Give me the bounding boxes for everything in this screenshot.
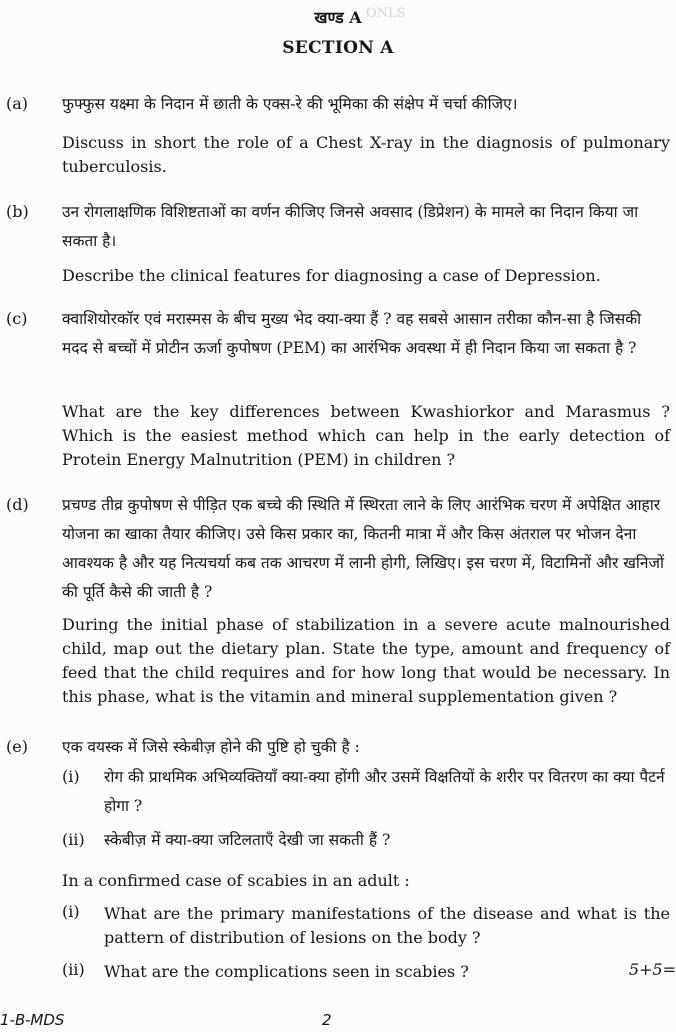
marks-allocation: 5+5= [628, 960, 676, 979]
question-d-hindi: प्रचण्ड तीव्र कुपोषण से पीड़ित एक बच्चे की स्थिति में स्थिरता लाने के लिए आरंभिक चरण में अपेक्षित आहार योजना का खाका तैयार कीजिए। उसे किस प्रकार का, कितनी मात्रा में और किस अंतराल पर भोजन देना आवश्यक है और यह नित्यचर्या कब तक आचरण में लानी होगी, लिखिए। इस चरण में, विटामिनों और खनिजों की पूर्ति कैसे की जाती है ? [62, 496, 665, 601]
question-e-hindi-sub-i-label: (i) [62, 767, 80, 786]
question-a-label: (a) [6, 94, 29, 113]
question-c-english: What are the key differences between Kwashiorkor and Marasmus ? Which is the easiest method which can help in the early detection of Protein Energy Malnutrition (PEM) in children ? [62, 402, 670, 469]
question-c-label: (c) [6, 309, 28, 328]
question-e-label: (e) [6, 737, 28, 756]
question-d-english: During the initial phase of stabilization in a severe acute malnourished child, map out the dietary plan. State the type, amount and frequency of feed that the child requires and for how long that would be necessary. In this phase, what is the vitamin and mineral supplementation given ? [62, 615, 670, 706]
question-e-hindi: एक वयस्क में जिसे स्केबीज़ होने की पुष्टि हो चुकी है : [62, 738, 360, 756]
question-c-hindi: क्वाशियोरकॉर एवं मरास्मस के बीच मुख्य भेद क्या-क्या हैं ? वह सबसे आसान तरीका कौन-सा है जिसकी मदद से बच्चों में प्रोटीन ऊर्जा कुपोषण (PEM) का आरंभिक अवस्था में ही निदान किया जा सकता है ? [62, 310, 642, 357]
question-e-hindi-sub-ii: स्केबीज़ में क्या-क्या जटिलताएँ देखी जा सकती हैं ? [104, 831, 391, 849]
question-e-english-sub-ii-label: (ii) [62, 960, 85, 979]
watermark: ONLS [366, 6, 406, 21]
question-e-english-sub-i: What are the primary manifestations of the disease and what is the pattern of distribution of lesions on the body ? [104, 904, 670, 947]
question-b-hindi: उन रोगलाक्षणिक विशिष्टताओं का वर्णन कीजिए जिनसे अवसाद (डिप्रेशन) के मामले का निदान किया जा सकता है। [62, 203, 639, 250]
question-e-hindi-sub-ii-label: (ii) [62, 830, 85, 849]
question-a-english: Discuss in short the role of a Chest X-ray in the diagnosis of pulmonary tuberculosis. [62, 133, 670, 176]
paper-code: 1-B-MDS [0, 1011, 65, 1029]
question-e-english-sub-ii: What are the complications seen in scabies ? [104, 962, 469, 981]
question-b-english: Describe the clinical features for diagnosing a case of Depression. [62, 266, 601, 285]
section-title-hindi: खण्ड A [314, 8, 362, 27]
question-e-english-sub-i-label: (i) [62, 902, 80, 921]
question-a-hindi: फुफ्फुस यक्ष्मा के निदान में छाती के एक्स-रे की भूमिका की संक्षेप में चर्चा कीजिए। [62, 95, 518, 113]
question-e-english: In a confirmed case of scabies in an adult : [62, 871, 410, 890]
page-number: 2 [322, 1011, 332, 1029]
question-b-label: (b) [6, 202, 29, 221]
section-title: SECTION A [282, 38, 394, 58]
question-e-hindi-sub-i: रोग की प्राथमिक अभिव्यक्तियाँ क्या-क्या होंगी और उसमें विक्षतियों के शरीर पर वितरण का क्या पैटर्न होगा ? [104, 768, 665, 815]
question-d-label: (d) [6, 495, 29, 514]
